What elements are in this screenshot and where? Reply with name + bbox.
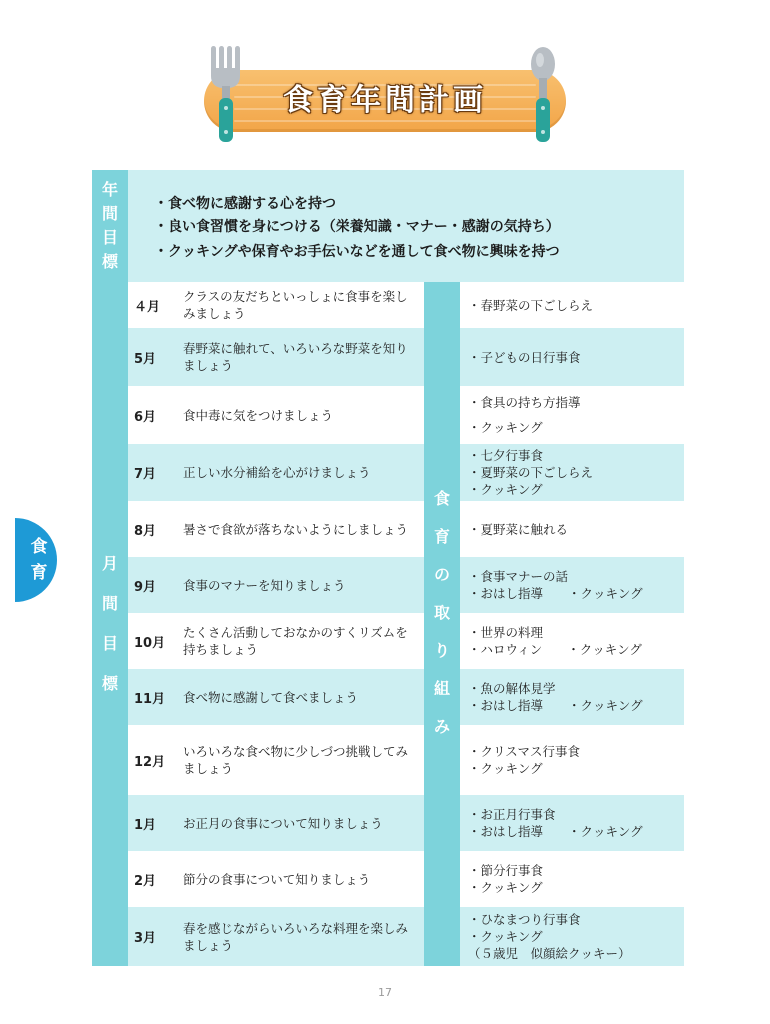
activity-cell <box>460 386 684 444</box>
table-row <box>128 613 684 669</box>
table-row <box>128 282 684 328</box>
spoon-icon <box>526 46 560 148</box>
activity-cell <box>460 282 684 328</box>
activity-item: （５歳児 似顔絵クッキー） <box>468 946 631 961</box>
activity-item: ・クッキング <box>468 880 543 895</box>
monthly-goal-cell: クラスの友だちといっしょに食事を楽しみましょう <box>183 289 408 321</box>
month-cell: 1月 <box>134 817 157 833</box>
title-banner <box>204 70 566 132</box>
table-row <box>128 851 684 907</box>
month-cell: ４月 <box>134 299 161 315</box>
side-tab-label: 食 育 <box>30 537 48 583</box>
monthly-goal-cell: 正しい水分補給を心がけましょう <box>183 465 371 480</box>
annual-goal-label-text: 年 間 目 標 <box>101 180 118 271</box>
activity-cell <box>460 328 684 386</box>
activity-cell <box>460 725 684 795</box>
activity-item <box>468 411 684 419</box>
table-row <box>128 501 684 557</box>
month-cell: 6月 <box>134 409 157 425</box>
activity-cell <box>460 444 684 501</box>
activity-item: ・七夕行事食 <box>468 448 544 463</box>
table-row <box>128 444 684 501</box>
month-cell: 11月 <box>134 691 166 707</box>
activity-item: ・ひなまつり行事食 <box>468 912 581 927</box>
activity-cell <box>460 851 684 907</box>
month-cell: 5月 <box>134 351 157 367</box>
activity-item: ・魚の解体見学 <box>468 681 556 696</box>
activity-cell <box>460 557 684 613</box>
table-row <box>128 557 684 613</box>
activity-item: ・子どもの日行事食 <box>468 349 581 365</box>
activity-item: ・クリスマス行事食 <box>468 744 581 759</box>
annual-goal-item: ・食べ物に感謝する心を持つ <box>154 196 336 212</box>
table-row <box>128 795 684 851</box>
annual-goal-item: ・クッキングや保育やお手伝いなどを通して食べ物に興味を持つ <box>154 244 560 260</box>
activity-item: ・世界の料理 <box>468 625 544 640</box>
month-cell: 10月 <box>134 635 166 651</box>
monthly-goal-cell: 春を感じながらいろいろな料理を楽しみましょう <box>183 920 409 953</box>
month-cell: 3月 <box>134 931 157 946</box>
activity-cell <box>460 669 684 725</box>
activity-item: ・節分行事食 <box>468 863 544 878</box>
activity-item: ・おはし指導 ・クッキング <box>468 824 643 839</box>
activity-item: ・クッキング <box>468 482 543 497</box>
month-cell: 12月 <box>134 754 166 770</box>
activity-item: ・食具の持ち方指導 <box>468 395 581 410</box>
month-cell: 9月 <box>134 579 157 595</box>
activity-cell <box>460 795 684 851</box>
monthly-goal-cell: お正月の食事について知りましょう <box>183 815 383 831</box>
activity-item: ・クッキング <box>468 761 543 776</box>
activity-label-text: 食 育 の 取 り 組 み <box>433 489 450 736</box>
monthly-goal-cell: 節分の食事について知りましょう <box>183 871 371 887</box>
activity-item: ・ハロウィン ・クッキング <box>468 642 642 657</box>
annual-plan-table <box>92 170 684 966</box>
monthly-goal-cell: 春野菜に触れて、いろいろな野菜を知りましょう <box>183 341 408 373</box>
annual-goal-panel <box>128 170 684 282</box>
monthly-goal-cell: 食べ物に感謝して食べましょう <box>183 689 359 705</box>
annual-goal-label <box>92 170 128 282</box>
activity-item: ・夏野菜に触れる <box>468 521 569 537</box>
table-row <box>128 725 684 795</box>
table-row <box>128 328 684 386</box>
monthly-goal-label-text: 月 間 目 標 <box>101 554 118 693</box>
page-number: 17 <box>378 986 392 999</box>
monthly-goal-label <box>92 282 128 966</box>
monthly-goal-cell: たくさん活動しておなかのすくリズムを持ちましょう <box>183 625 408 657</box>
month-cell: 7月 <box>134 467 157 482</box>
monthly-goal-cell: いろいろな食べ物に少しづつ挑戦してみましょう <box>183 744 409 776</box>
month-cell: 2月 <box>134 873 157 889</box>
side-tab <box>15 518 57 602</box>
monthly-goal-cell: 食事のマナーを知りましょう <box>183 577 346 593</box>
table-row <box>128 669 684 725</box>
activity-cell <box>460 613 684 669</box>
annual-goal-item: ・良い食習慣を身につける（栄養知識・マナー・感謝の気持ち） <box>154 219 560 235</box>
activity-cell <box>460 501 684 557</box>
monthly-goal-cell: 暑さで食欲が落ちないようにしましょう <box>183 521 409 537</box>
table-row <box>128 907 684 966</box>
activity-item: ・夏野菜の下ごしらえ <box>468 465 594 480</box>
fork-icon <box>208 44 246 148</box>
page-title: 食育年間計画 <box>283 83 487 118</box>
activity-cell <box>460 907 684 966</box>
activity-item: ・春野菜の下ごしらえ <box>468 297 594 313</box>
table-row <box>128 386 684 444</box>
activity-item: ・お正月行事食 <box>468 807 556 822</box>
activity-item: ・食事マナーの話 <box>468 569 569 584</box>
activity-item: ・クッキング <box>468 929 543 944</box>
activity-item: ・おはし指導 ・クッキング <box>468 698 643 713</box>
activity-item: ・おはし指導 ・クッキング <box>468 586 643 601</box>
activity-item: ・クッキング <box>468 420 543 435</box>
month-cell: 8月 <box>134 523 157 539</box>
monthly-goal-cell: 食中毒に気をつけましょう <box>183 407 334 423</box>
